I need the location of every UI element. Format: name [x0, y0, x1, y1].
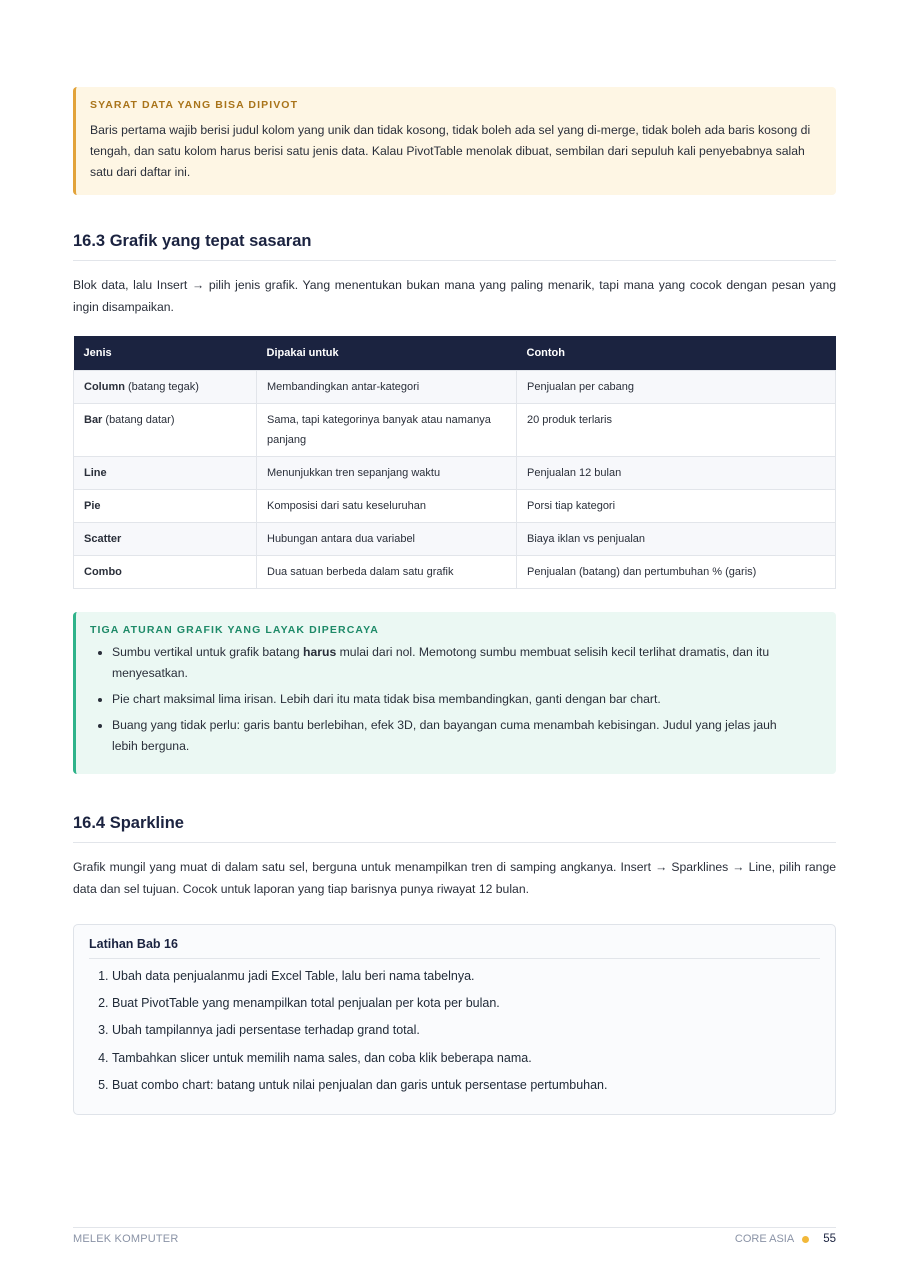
footer-book-title: MELEK KOMPUTER [73, 1233, 179, 1245]
list-item [112, 642, 822, 684]
page-footer [73, 1227, 836, 1251]
list-item: • Pie chart maksimal lima irisan. Lebih dari itu mata tidak bisa membandingkan, ganti dengan bar chart. [112, 689, 822, 710]
table-cell-type [74, 523, 257, 556]
list-item: 3. Ubah tampilannya jadi persentase terhadap grand total. [112, 1017, 820, 1044]
table-row [74, 523, 836, 556]
exercise-list [89, 963, 820, 1099]
exercise-title: Latihan Bab 16 [89, 937, 820, 959]
table-cell-type [74, 490, 257, 523]
table-row [74, 457, 836, 490]
type-name: Bar [84, 414, 103, 426]
type-name: Column [84, 381, 125, 393]
table-row [74, 556, 836, 589]
table-cell-type [74, 404, 257, 457]
type-note: (batang datar) [102, 414, 175, 426]
exercise-box [73, 924, 836, 1115]
list-item: • Buang yang tidak perlu: garis bantu berlebihan, efek 3D, dan bayangan cuma menambah kebisingan. Judul yang jelas jauh lebih berguna. [112, 715, 822, 757]
table-cell-type [74, 556, 257, 589]
callout-chart-rules [73, 612, 836, 774]
callout-requirements-title: SYARAT DATA YANG BISA DIPIVOT [90, 99, 299, 111]
table-cell-use: Sama, tapi kategorinya banyak atau namanya panjang [257, 404, 517, 457]
rule-emphasis: harus [303, 645, 337, 659]
table-cell-example: 20 produk terlaris [517, 404, 836, 457]
footer-publisher: CORE ASIA [734, 1233, 795, 1245]
callout-requirements [73, 87, 836, 195]
table-header-dipakai: Dipakai untuk [257, 336, 517, 371]
table-cell-use: Dua satuan berbeda dalam satu grafik [257, 556, 517, 589]
table-cell-use: Hubungan antara dua variabel [257, 523, 517, 556]
table-cell-use: Komposisi dari satu keseluruhan [257, 490, 517, 523]
list-item: 4. Tambahkan slicer untuk memilih nama sales, dan coba klik beberapa nama. [112, 1045, 820, 1072]
table-cell-example: Penjualan 12 bulan [517, 457, 836, 490]
type-note: (batang tegak) [124, 381, 199, 393]
list-item: 2. Buat PivotTable yang menampilkan total penjualan per kota per bulan. [112, 990, 820, 1017]
table-cell-example: Penjualan per cabang [517, 371, 836, 404]
table-row [74, 404, 836, 457]
section-heading-16-3: 16.3 Grafik yang tepat sasaran [73, 232, 836, 261]
section-heading-16-4: 16.4 Sparkline [73, 814, 836, 843]
table-header-jenis: Jenis [74, 336, 257, 371]
callout-chart-rules-title: TIGA ATURAN GRAFIK YANG LAYAK DIPERCAYA [90, 624, 379, 636]
rule-text: mulai dari nol. Memotong sumbu membuat selisih kecil terlihat dramatis, dan itu menyesatkan. [112, 645, 770, 680]
table-cell-example: Porsi tiap kategori [517, 490, 836, 523]
chart-rules-list [90, 642, 822, 757]
type-name: Line [84, 467, 107, 479]
table-cell-type [74, 371, 257, 404]
rule-text: Sumbu vertikal untuk grafik batang [112, 645, 304, 659]
list-item: 1. Ubah data penjualanmu jadi Excel Table, lalu beri nama tabelnya. [112, 963, 820, 990]
dot-icon [802, 1236, 809, 1243]
section-16-3-intro: Blok data, lalu Insert → pilih jenis grafik. Yang menentukan bukan mana yang paling menarik, tapi mana yang cocok dengan pesan yang ingin disampaikan. [73, 278, 836, 314]
table-cell-example: Biaya iklan vs penjualan [517, 523, 836, 556]
table-header-contoh: Contoh [517, 336, 836, 371]
table-cell-use: Membandingkan antar-kategori [257, 371, 517, 404]
table-cell-type [74, 457, 257, 490]
type-name: Combo [84, 566, 122, 578]
list-item: 5. Buat combo chart: batang untuk nilai penjualan dan garis untuk persentase pertumbuhan. [112, 1072, 820, 1099]
table-row [74, 490, 836, 523]
footer-right [735, 1233, 836, 1245]
page-number: 55 [823, 1233, 836, 1245]
table-row [74, 371, 836, 404]
section-16-4-intro: Grafik mungil yang muat di dalam satu sel, berguna untuk menampilkan tren di samping angkanya. Insert → Sparklines → Line, pilih range data dan sel tujuan. Cocok untuk laporan yang tiap barisnya punya riwayat 12 bulan. [73, 860, 836, 896]
chart-types-table [73, 336, 836, 589]
table-header-row [74, 336, 836, 371]
type-name: Pie [84, 500, 101, 512]
callout-requirements-body: Baris pertama wajib berisi judul kolom yang unik dan tidak kosong, tidak boleh ada sel yang di-merge, tidak boleh ada baris kosong di tengah, dan satu kolom harus berisi satu jenis data. Kalau PivotTable menolak dibuat, sembilan dari sepuluh kali penyebabnya salah satu dari daftar ini. [90, 123, 811, 179]
type-name: Scatter [84, 533, 122, 545]
table-cell-use: Menunjukkan tren sepanjang waktu [257, 457, 517, 490]
table-cell-example: Penjualan (batang) dan pertumbuhan % (garis) [517, 556, 836, 589]
